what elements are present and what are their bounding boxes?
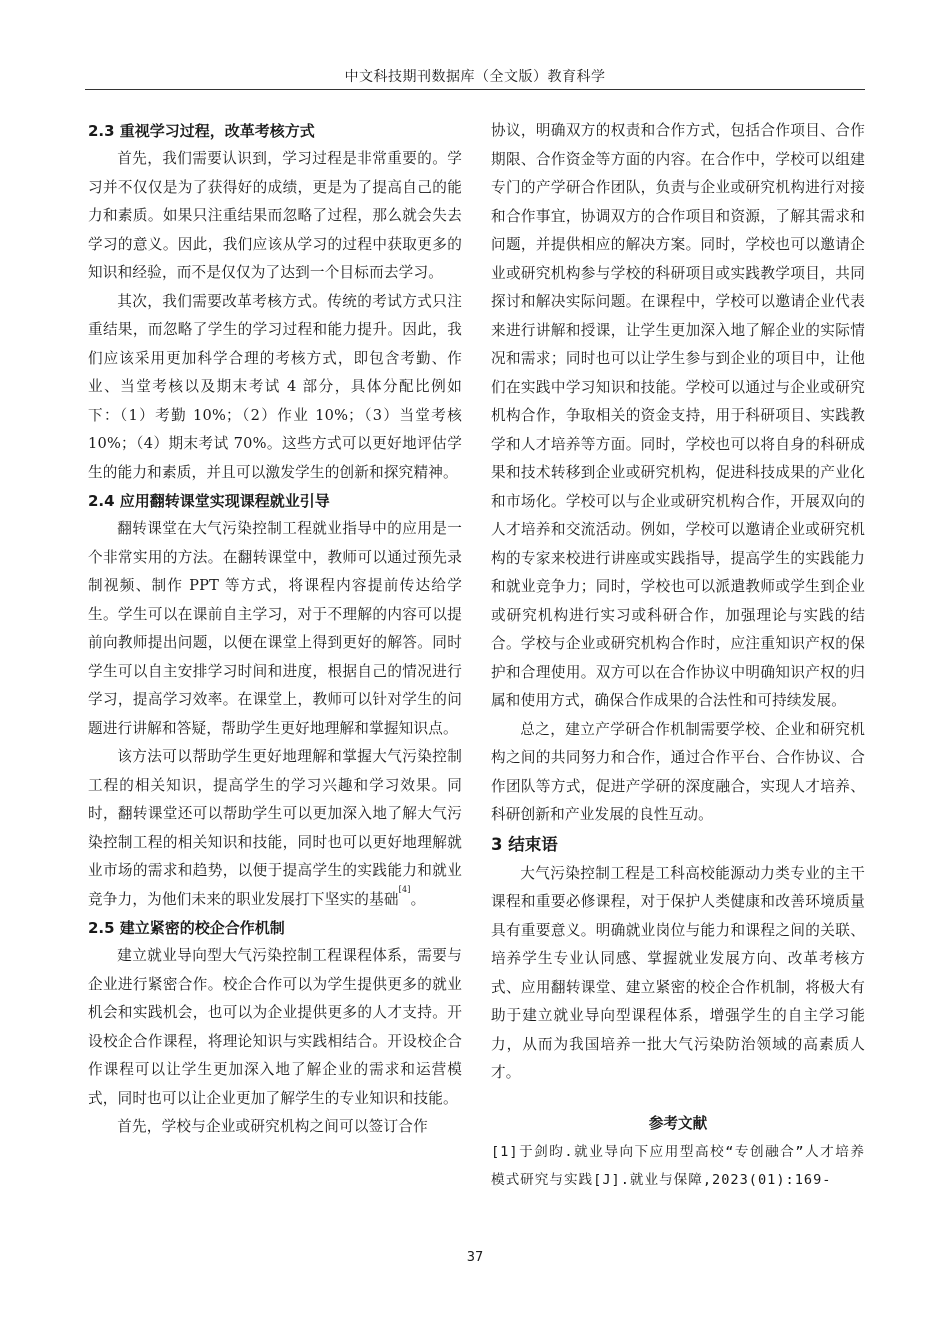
paragraph: 首先，学校与企业或研究机构之间可以签订合作 (117, 1118, 428, 1135)
citation-ref: [4] (398, 884, 411, 894)
paragraph-end: 。 (410, 890, 426, 908)
paragraph-text: 该方法可以帮助学生更好地理解和掌握大气污染控制工程的相关知识，提高学生的学习兴趣和学习效果。同时，翻转课堂还可以帮助学生可以更加深入地了解大气污染控制工程的相关知识和技能，同时也可以更好地理解就业市场的需求和趋势，以便于提高学生的实践能力和就业竞争力，为他们未来的职业发展打下坚实的基础 (88, 748, 462, 908)
section-heading-2-5: 2.5 建立紧密的校企合作机制 (88, 919, 285, 937)
paragraph (88, 743, 462, 914)
right-column (491, 117, 865, 1194)
journal-header: 中文科技期刊数据库（全文版）教育科学 (344, 69, 606, 85)
section-heading-2-3: 2.3 重视学习过程，改革考核方式 (88, 122, 315, 140)
page-number: 37 (466, 1250, 484, 1265)
paragraph-continued: 协议，明确双方的权责和合作方式，包括合作项目、合作期限、合作资金等方面的内容。在合作中，学校可以组建专门的产学研合作团队，负责与企业或研究机构进行对接和合作事宜，协调双方的合作项目和资源，了解其需求和问题，并提供相应的解决方案。同时，学校也可以邀请企业或研究机构参与学校的科研项目或实践教学项目，共同探讨和解决实际问题。在课程中，学校可以邀请企业代表来进行讲解和授课，让学生更加深入地了解企业的实际情况和需求；同时也可以让学生参与到企业的项目中，让他们在实践中学习知识和技能。学校可以通过与企业或研究机构合作，争取相关的资金支持，用于科研项目、实践教学和人才培养等方面。同时，学校也可以将自身的科研成果和技术转移到企业或研究机构，促进科技成果的产业化和市场化。学校可以与企业或研究机构合作，开展双向的人才培养和交流活动。例如，学校可以邀请企业或研究机构的专家来校进行讲座或实践指导，提高学生的实践能力和就业竞争力；同时，学校也可以派遣教师或学生到企业或研究机构进行实习或科研合作，加强理论与实践的结合。学校与企业或研究机构合作时，应注重知识产权的保护和合理使用。双方可以在合作协议中明确知识产权的归属和使用方式，确保合作成果的合法性和可持续发展。 (491, 122, 865, 709)
header-divider (85, 89, 865, 90)
paragraph: 首先，我们需要认识到，学习过程是非常重要的。学习并不仅仅是为了获得好的成绩，更是为了提高自己的能力和素质。如果只注重结果而忽略了过程，那么就会失去学习的意义。因此，我们应该从学习的过程中获取更多的知识和经验，而不是仅仅为了达到一个目标而去学习。 (88, 150, 462, 281)
paragraph: 翻转课堂在大气污染控制工程就业指导中的应用是一个非常实用的方法。在翻转课堂中，教师可以通过预先录制视频、制作 PPT 等方式，将课程内容提前传达给学生。学生可以在课前自主学习，对于不理解的内容可以提前向教师提出问题，以便在课堂上得到更好的解答。同时学生可以自主安排学习时间和进度，根据自己的情况进行学习，提高学习效率。在课堂上，教师可以针对学生的问题进行讲解和答疑，帮助学生更好地理解和掌握知识点。 (88, 520, 462, 737)
paragraph: 大气污染控制工程是工科高校能源动力类专业的主干课程和重要必修课程，对于保护人类健康和改善环境质量具有重要意义。明确就业岗位与能力和课程之间的关联、培养学生专业认同感、掌握就业发展方向、改革考核方式、应用翻转课堂、建立紧密的校企合作机制，将极大有助于建立就业导向型课程体系，增强学生的自主学习能力，从而为我国培养一批大气污染防治领域的高素质人才。 (491, 864, 865, 1081)
paragraph: 建立就业导向型大气污染控制工程课程体系，需要与企业进行紧密合作。校企合作可以为学生提供更多的就业机会和实践机会，也可以为企业提供更多的人才支持。开设校企合作课程，将理论知识与实践相结合。开设校企合作课程可以让学生更加深入地了解企业的需求和运营模式，同时也可以让企业更加了解学生的专业知识和技能。 (88, 947, 462, 1107)
references-title: 参考文献 (648, 1114, 708, 1132)
section-heading-3: 3 结束语 (491, 834, 558, 854)
paragraph: 总之，建立产学研合作机制需要学校、企业和研究机构之间的共同努力和合作，通过合作平台、合作协议、合作团队等方式，促进产学研的深度融合，实现人才培养、科研创新和产业发展的良性互动。 (491, 720, 865, 823)
section-heading-2-4: 2.4 应用翻转课堂实现课程就业引导 (88, 492, 330, 510)
reference-item: [1]于剑昀.就业导向下应用型高校“专创融合”人才培养模式研究与实践[J].就业与保障,2023(01):169- (491, 1143, 865, 1188)
paragraph: 其次，我们需要改革考核方式。传统的考试方式只注重结果，而忽略了学生的学习过程和能力提升。因此，我们应该采用更加科学合理的考核方式，即包含考勤、作业、当堂考核以及期末考试 4 部分，具体分配比例如下：（1）考勤 10%；（2）作业 10%；（3）当堂考核 10%；（4）期末考试 70%。这些方式可以更好地评估学生的能力和素质，并且可以激发学生的创新和探究精神。 (88, 292, 462, 481)
left-column (88, 117, 462, 1142)
